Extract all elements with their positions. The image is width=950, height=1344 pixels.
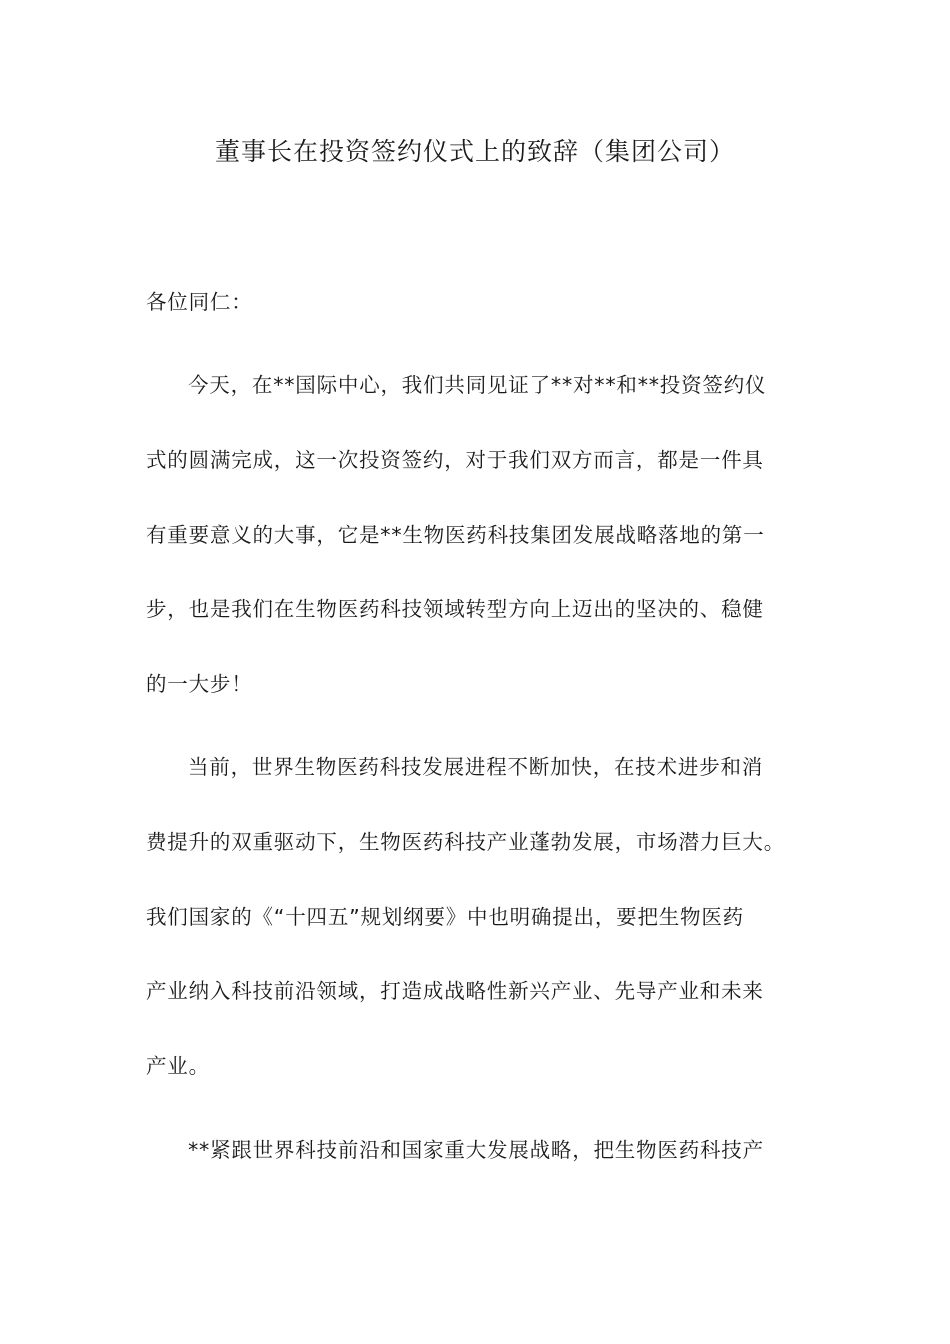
paragraph-1-line-5: 的一大步！ xyxy=(146,672,253,696)
paragraph-3-line-1: **紧跟世界科技前沿和国家重大发展战略，把生物医药科技产 xyxy=(188,1138,764,1162)
paragraph-1-line-4: 步，也是我们在生物医药科技领域转型方向上迈出的坚决的、稳健 xyxy=(146,597,764,621)
paragraph-2-line-4: 产业纳入科技前沿领域，打造成战略性新兴产业、先导产业和未来 xyxy=(146,979,764,1003)
paragraph-2-line-2: 费提升的双重驱动下，生物医药科技产业蓬勃发展，市场潜力巨大。 xyxy=(146,830,785,854)
document-title: 董事长在投资签约仪式上的致辞（集团公司） xyxy=(214,137,735,166)
paragraph-2-line-1: 当前，世界生物医药科技发展进程不断加快，在技术进步和消 xyxy=(188,755,764,779)
paragraph-2-line-5: 产业。 xyxy=(146,1054,210,1078)
paragraph-1-line-3: 有重要意义的大事，它是**生物医药科技集团发展战略落地的第一 xyxy=(146,523,765,547)
paragraph-2-line-3: 我们国家的《“十四五”规划纲要》中也明确提出，要把生物医药 xyxy=(146,905,744,929)
salutation: 各位同仁： xyxy=(146,290,253,314)
paragraph-1-line-1: 今天，在**国际中心，我们共同见证了**对**和**投资签约仪 xyxy=(188,373,767,397)
paragraph-1-line-2: 式的圆满完成，这一次投资签约，对于我们双方而言，都是一件具 xyxy=(146,448,764,472)
